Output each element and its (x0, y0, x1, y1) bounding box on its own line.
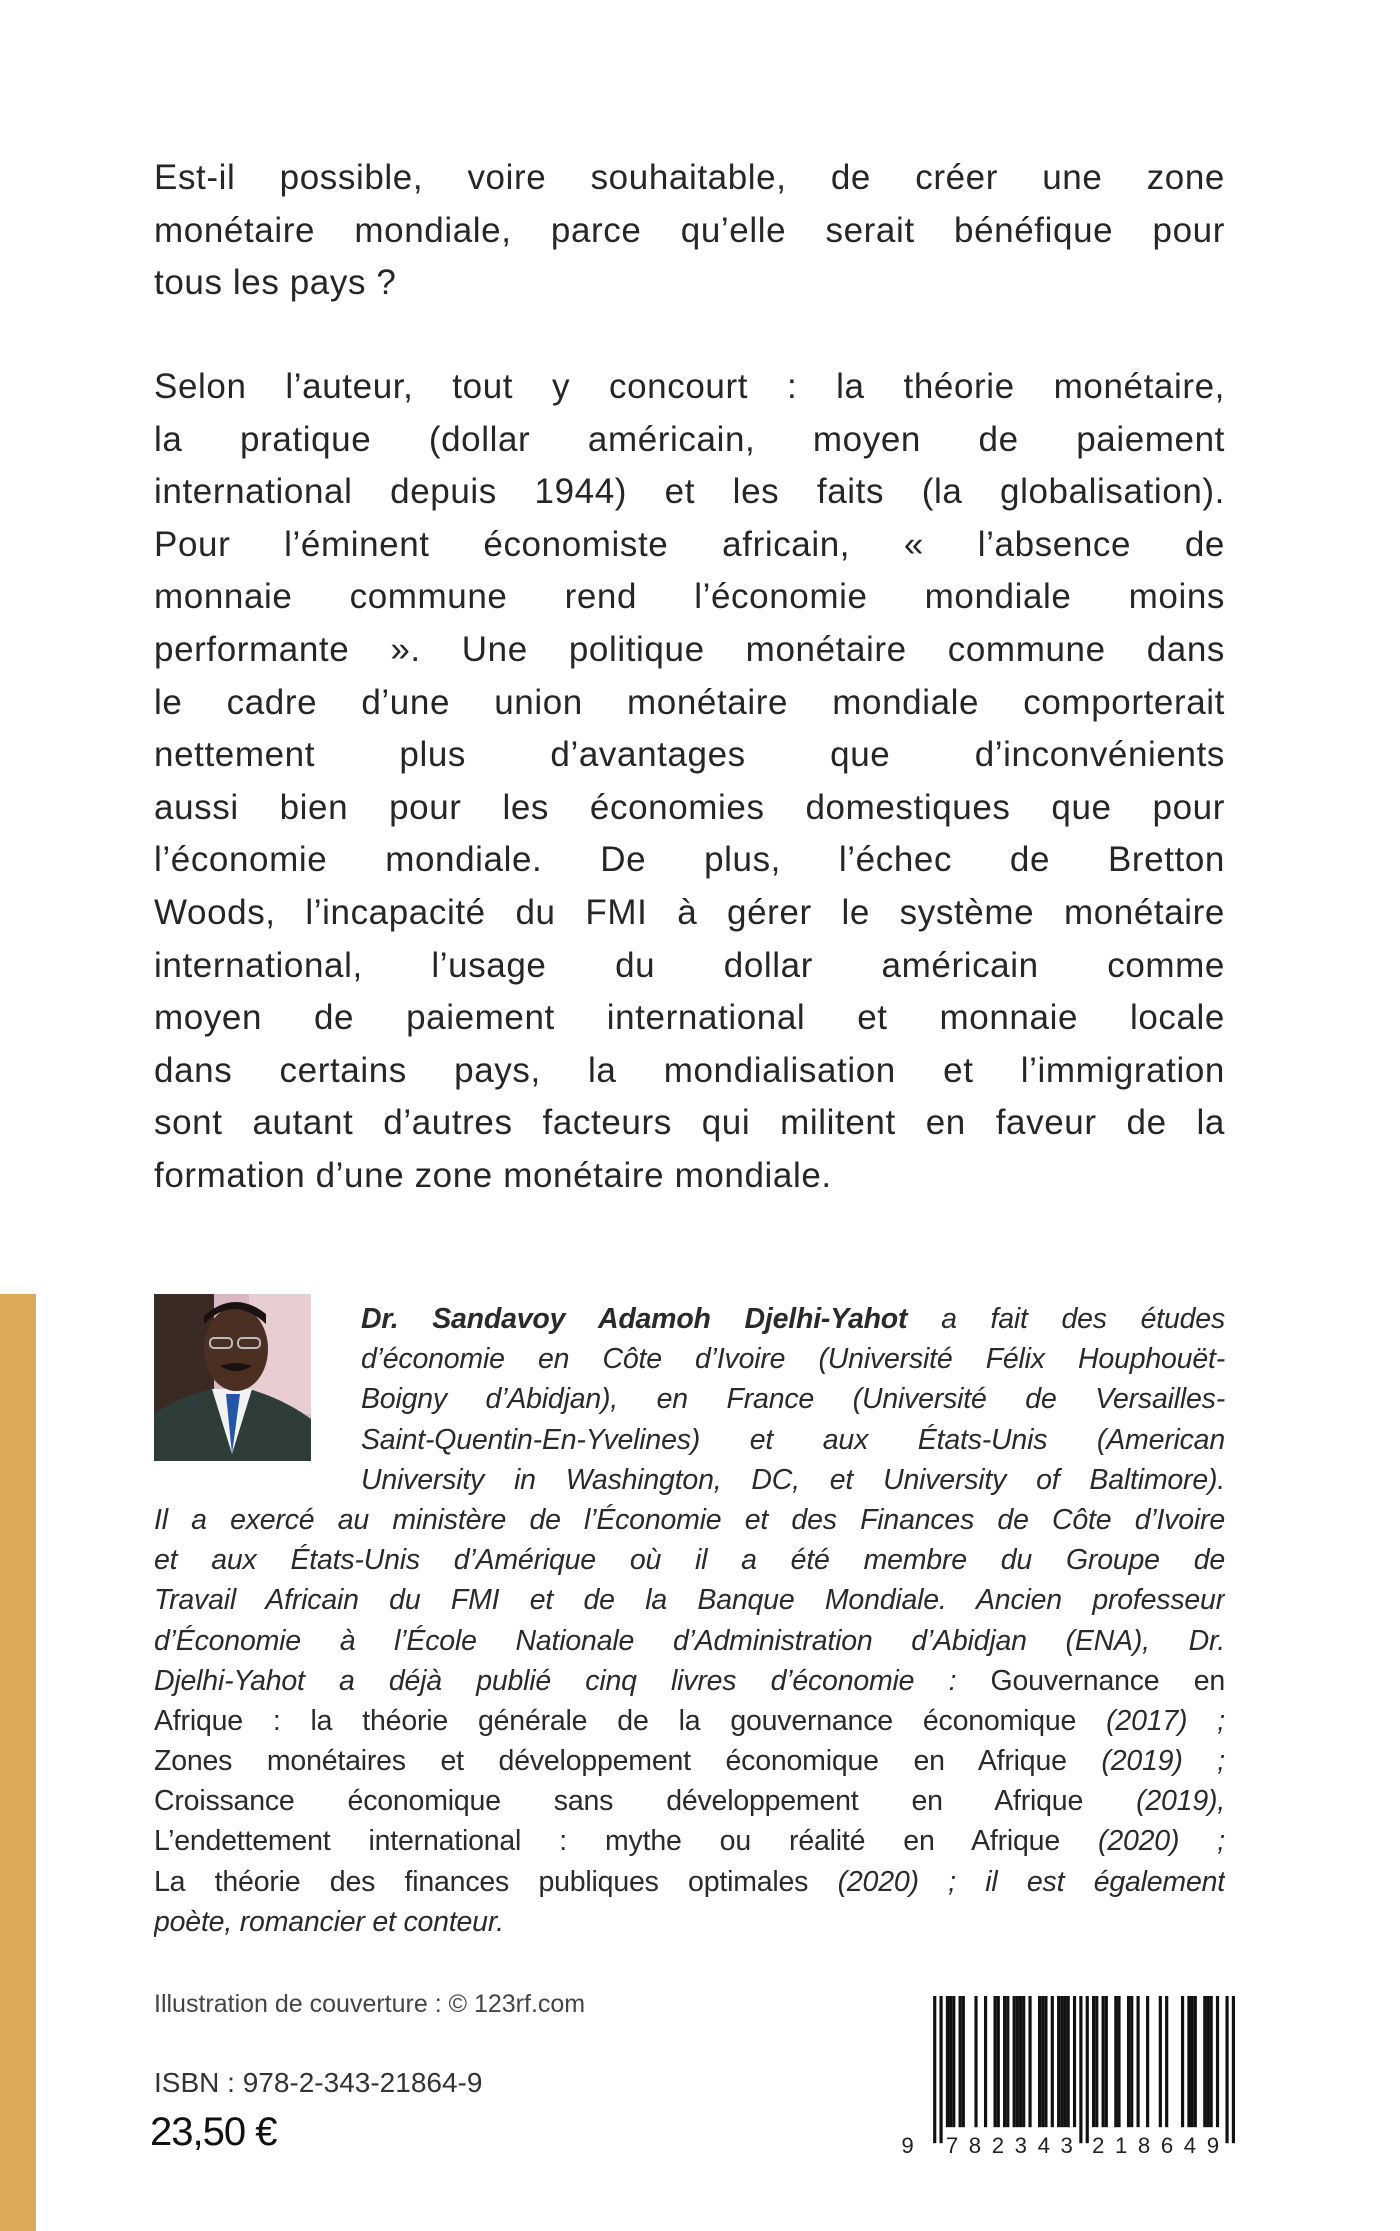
barcode-bar (1013, 1996, 1016, 2127)
barcode-bar (1216, 1996, 1219, 2127)
barcode-bar (1191, 1996, 1194, 2127)
barcode-bar (959, 1996, 962, 2127)
barcode-bar (974, 1996, 977, 2127)
barcode-bar (1194, 1996, 1197, 2127)
text-line: Selon l’auteur, tout y concourt : la théorie monétaire, (154, 367, 1225, 406)
bio-text: Afrique : la théorie générale de la gouvernance économique (154, 1704, 1107, 1737)
bio-text: poète, romancier et conteur. (154, 1905, 504, 1938)
cover-illustration-credit: Illustration de couverture : © 123rf.com (154, 1990, 586, 2018)
barcode-bar (984, 1996, 987, 2127)
text-line: international depuis 1944) et les faits (la globalisation). (154, 472, 1225, 512)
barcode-bar (1181, 1996, 1184, 2127)
barcode-bar (1022, 1996, 1025, 2127)
barcode-bar (1105, 1996, 1108, 2127)
barcode-bar (1044, 1996, 1047, 2127)
barcode-bar (1041, 1996, 1044, 2127)
bio-text: (2017) ; (1106, 1704, 1225, 1737)
barcode-bar (952, 1996, 955, 2127)
bio-line (154, 1621, 1225, 1661)
barcode-bar (1060, 1996, 1063, 2127)
bio-line (154, 1540, 1225, 1580)
barcode-bar (997, 1996, 1000, 2127)
barcode-bar (1146, 1996, 1149, 2127)
barcode-bar (1210, 1996, 1213, 2127)
barcode-bar (1159, 1996, 1162, 2127)
text-line: l’économie mondiale. De plus, l’échec de Bretton (154, 840, 1225, 880)
text-line: aussi bien pour les économies domestiques que pour (154, 787, 1225, 827)
barcode-digits-right: 218649 (1092, 2132, 1220, 2156)
price: 23,50 € (150, 2110, 277, 2154)
bio-line (361, 1379, 1225, 1419)
text-line: moyen de paiement international et monnaie locale (154, 998, 1225, 1038)
intro-paragraph (154, 152, 1225, 310)
barcode-bar (1051, 1996, 1054, 2127)
bio-text: (2019) ; (1101, 1745, 1225, 1778)
bio-text: Boigny d’Abidjan), en France (Université de Versailles- (361, 1383, 1225, 1416)
text-line: sont autant d’autres facteurs qui militent en faveur de la (154, 1103, 1225, 1143)
barcode-bar (1225, 1996, 1228, 2143)
bio-line (154, 1862, 1225, 1902)
barcode-bar (962, 1996, 965, 2127)
barcode-bar (1136, 1996, 1139, 2127)
text-line: formation d’une zone monétaire mondiale. (154, 1155, 832, 1195)
barcode-bar (1165, 1996, 1168, 2127)
barcode-bar (1086, 1996, 1089, 2143)
text-line: monnaie commune rend l’économie mondiale moins (154, 577, 1225, 617)
bio-line (361, 1460, 1225, 1500)
barcode-bar (1092, 1996, 1095, 2127)
barcode-bar (994, 1996, 997, 2127)
barcode-bar (1028, 1996, 1031, 2127)
barcode-bar (1232, 1996, 1235, 2143)
barcode-bar (946, 1996, 949, 2127)
barcode-bar (1067, 1996, 1070, 2127)
bio-line (154, 1781, 1225, 1821)
barcode-bar (1114, 1996, 1117, 2127)
bio-text: University in Washington, DC, et University of Baltimore). (361, 1463, 1225, 1496)
barcode-bar (1095, 1996, 1098, 2127)
barcode-bar (949, 1996, 952, 2127)
text-line: Woods, l’incapacité du FMI à gérer le système monétaire (154, 892, 1225, 932)
barcode-bar (1130, 1996, 1133, 2127)
text-line: Pour l’éminent économiste africain, « l’absence de (154, 524, 1225, 564)
text-line: dans certains pays, la mondialisation et l’immigration (154, 1050, 1225, 1090)
bio-line (154, 1701, 1225, 1741)
bio-text: d’économie en Côte d’Ivoire (Université Félix Houphouët- (361, 1343, 1225, 1376)
barcode-bar (1016, 1996, 1019, 2127)
bio-line (154, 1661, 1225, 1701)
text-line: international, l’usage du dollar américain comme (154, 945, 1225, 985)
accent-bar (0, 1294, 36, 2231)
barcode-bar (1102, 1996, 1105, 2127)
author-bio (154, 1299, 1225, 1942)
bio-line (154, 1741, 1225, 1781)
text-line: monétaire mondiale, parce qu’elle serait bénéfique pour (154, 210, 1225, 250)
bio-text: L’endettement international : mythe ou réalité en Afrique (154, 1825, 1099, 1858)
isbn: ISBN : 978-2-343-21864-9 (154, 2067, 483, 2098)
bio-text: Il a exercé au ministère de l’Économie et des Finances de Côte d’Ivoire (154, 1503, 1225, 1536)
barcode-bar (1057, 1996, 1060, 2127)
bio-text: (2019), (1136, 1785, 1225, 1818)
barcode (895, 1996, 1235, 2156)
author-name: Dr. Sandavoy Adamoh Djelhi-Yahot (361, 1303, 908, 1335)
bio-line (361, 1299, 1225, 1339)
text-line: nettement plus d’avantages que d’inconvénients (154, 735, 1225, 775)
bio-line (154, 1580, 1225, 1620)
text-line: la pratique (dollar américain, moyen de paiement (154, 419, 1225, 459)
barcode-bar (1127, 1996, 1130, 2127)
bio-text: Zones monétaires et développement économique en Afrique (154, 1745, 1102, 1778)
text-line: performante ». Une politique monétaire commune dans (154, 629, 1225, 669)
barcode-bar (1187, 1996, 1190, 2127)
bio-line (154, 1500, 1225, 1540)
barcode-bar (1003, 1996, 1006, 2127)
summary-paragraph (154, 361, 1225, 1203)
bio-text: Travail Africain du FMI et de la Banque Mondiale. Ancien professeur (154, 1584, 1225, 1617)
bio-line (361, 1420, 1225, 1460)
text-line: tous les pays ? (154, 263, 397, 303)
bio-text: (2020) ; (1098, 1825, 1225, 1858)
bio-text: et aux États-Unis d’Amérique où il a été membre du Groupe de (154, 1544, 1225, 1577)
text-line: le cadre d’une union monétaire mondiale comporterait (154, 682, 1225, 722)
bio-text: La théorie des finances publiques optimales (154, 1865, 838, 1898)
barcode-bar (1063, 1996, 1066, 2127)
barcode-bar (1006, 1996, 1009, 2127)
bio-line (154, 1902, 1225, 1942)
text-line: Est-il possible, voire souhaitable, de créer une zone (154, 158, 1225, 197)
bio-line (361, 1339, 1225, 1379)
bio-text: Gouvernance en (990, 1664, 1225, 1697)
barcode-bar (1203, 1996, 1206, 2127)
barcode-digit-first: 9 (901, 2132, 914, 2156)
barcode-bar (939, 1996, 942, 2143)
bio-text: Saint-Quentin-En-Yvelines) et aux États-Unis (American (361, 1423, 1225, 1456)
barcode-bar (1206, 1996, 1209, 2127)
bio-text: (2020) ; il est également (837, 1865, 1225, 1898)
barcode-digits-left: 782343 (945, 2132, 1073, 2156)
barcode-bar (1079, 1996, 1082, 2143)
bio-text: a fait des études (907, 1303, 1225, 1335)
barcode-bar (1038, 1996, 1041, 2127)
barcode-bar (1073, 1996, 1076, 2127)
bio-line (154, 1821, 1225, 1861)
barcode-bar (1019, 1996, 1022, 2127)
bio-text: Djelhi-Yahot a déjà publié cinq livres d’économie : (154, 1664, 991, 1697)
bio-text: Croissance économique sans développement en Afrique (154, 1785, 1137, 1818)
barcode-bar (1117, 1996, 1120, 2127)
bio-text: d’Économie à l’École Nationale d’Administration d’Abidjan (ENA), Dr. (154, 1624, 1225, 1657)
barcode-bar (933, 1996, 936, 2143)
